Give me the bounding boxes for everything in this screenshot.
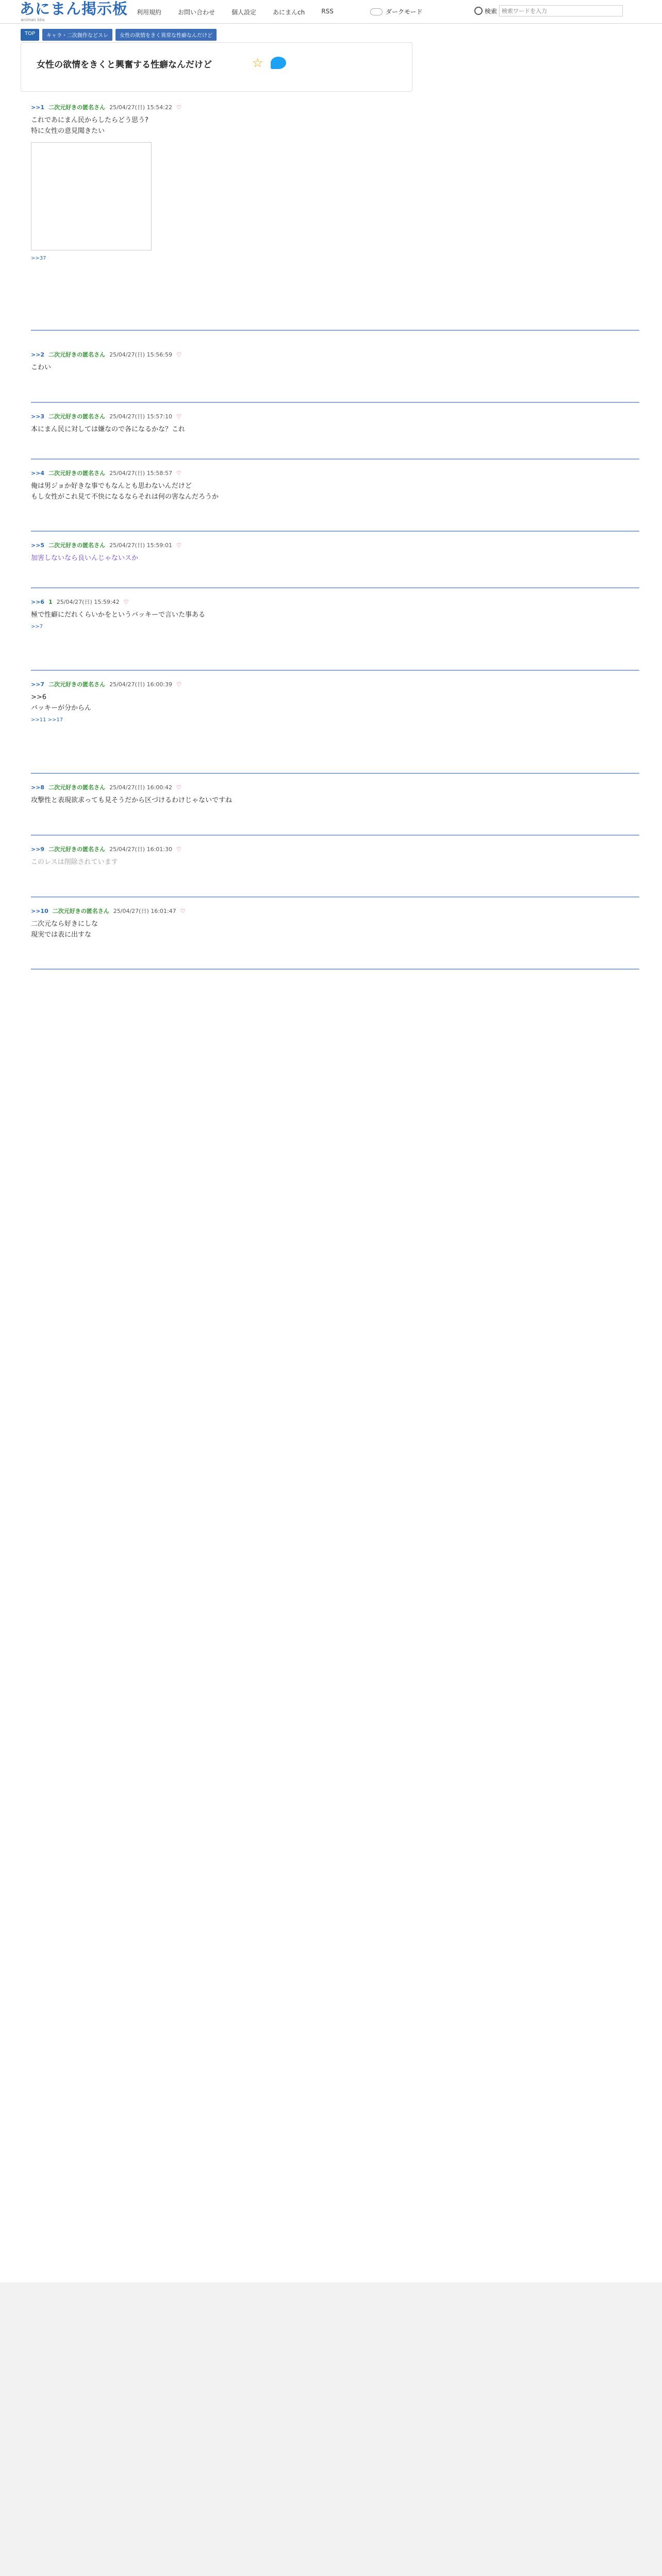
post-author: 二次元好きの匿名さん — [48, 470, 106, 477]
post-replies[interactable]: >>11 >>17 — [31, 717, 63, 723]
post-meta — [31, 412, 629, 420]
site-header — [0, 0, 662, 24]
post-body: こわい — [31, 364, 52, 371]
post-date: 25/04/27(日) 16:01:47 — [113, 908, 176, 914]
grey-background — [0, 2282, 662, 2576]
post-meta — [31, 541, 629, 549]
post-body: このレスは削除されています — [31, 858, 118, 866]
nav-rss[interactable]: RSS — [321, 8, 334, 15]
post-body: 俺は男ジョか好きな事でもなんとも思わないんだけど もし女性がこれ見て不快になるならそれは何の害なんだろうか — [31, 482, 219, 501]
post-date: 25/04/27(日) 15:59:42 — [56, 599, 120, 605]
post-number[interactable]: >>5 — [31, 541, 45, 549]
post — [31, 598, 629, 630]
post-body: これであにまん民からしたらどう思う? 特に女性の意見聞きたい — [31, 116, 148, 135]
crumb-top[interactable]: TOP — [21, 29, 39, 41]
post-meta — [31, 350, 629, 359]
post-divider — [31, 969, 639, 970]
post-author: 二次元好きの匿名さん — [48, 413, 106, 420]
post-meta — [31, 598, 629, 606]
post-replies[interactable]: >>37 — [31, 255, 46, 261]
dark-mode-toggle[interactable] — [370, 8, 383, 15]
post-number[interactable]: >>1 — [31, 104, 45, 111]
post-divider — [31, 459, 639, 460]
post-number[interactable]: >>7 — [31, 681, 45, 688]
post-author: 二次元好きの匿名さん — [48, 846, 106, 853]
post-number[interactable]: >>6 — [31, 598, 45, 605]
post-meta — [31, 469, 629, 477]
post — [31, 350, 629, 374]
heart-icon[interactable]: ♡ — [176, 469, 181, 477]
post-replies[interactable]: >>7 — [31, 623, 43, 630]
post-author: 二次元好きの匿名さん — [48, 351, 106, 358]
heart-icon[interactable]: ♡ — [176, 541, 181, 549]
post-meta — [31, 103, 629, 111]
breadcrumb — [21, 29, 217, 41]
heart-icon[interactable]: ♡ — [176, 845, 181, 853]
post-body: >>6 バッキーが分からん — [31, 693, 92, 712]
post-number[interactable]: >>10 — [31, 907, 48, 914]
post-number[interactable]: >>3 — [31, 413, 45, 420]
post-date: 25/04/27(日) 15:59:01 — [109, 542, 172, 549]
post-divider — [31, 670, 639, 671]
post-author: 1 — [48, 598, 53, 605]
post-meta — [31, 907, 629, 915]
site-tagline: animan bbs — [21, 18, 45, 22]
top-nav — [137, 8, 334, 16]
post-number[interactable]: >>2 — [31, 351, 45, 358]
heart-icon[interactable]: ♡ — [176, 681, 181, 688]
heart-icon[interactable]: ♡ — [180, 907, 186, 914]
post-body: 極で性癖にだれくらいかをというバッキーで言いた事ある — [31, 611, 206, 619]
post-divider — [31, 773, 639, 774]
post-meta — [31, 845, 629, 853]
star-icon[interactable]: ☆ — [252, 56, 263, 70]
search-icon[interactable] — [474, 7, 483, 15]
post — [31, 469, 629, 503]
post-date: 25/04/27(日) 16:01:30 — [109, 846, 172, 853]
post-author: 二次元好きの匿名さん — [48, 104, 106, 111]
post — [31, 541, 629, 564]
avatar — [31, 142, 152, 250]
post-body: 本にまん民に対しては嫌なので各になるかな？これ — [31, 426, 186, 433]
post-author: 二次元好きの匿名さん — [48, 542, 106, 549]
post-number[interactable]: >>9 — [31, 845, 45, 853]
post-meta — [31, 783, 629, 791]
heart-icon[interactable]: ♡ — [176, 104, 181, 111]
post-body: 二次元なら好きにしな 現実では表に出すな — [31, 920, 98, 939]
post-date: 25/04/27(日) 15:54:22 — [109, 104, 172, 111]
post-date: 25/04/27(日) 16:00:39 — [109, 681, 172, 688]
twitter-icon[interactable] — [271, 57, 286, 69]
crumb-board[interactable]: キャラ・二次創作などスレ — [42, 29, 112, 41]
post — [31, 845, 629, 868]
post — [31, 907, 629, 941]
post-date: 25/04/27(日) 15:58:57 — [109, 470, 172, 477]
heart-icon[interactable]: ♡ — [176, 784, 181, 791]
post-date: 25/04/27(日) 15:56:59 — [109, 351, 172, 358]
search-label: 検索 — [485, 7, 498, 15]
post-number[interactable]: >>8 — [31, 784, 45, 791]
post-author: 二次元好きの匿名さん — [48, 681, 106, 688]
post-body: 加害しないなら良いんじゃないスか — [31, 554, 139, 562]
site-logo[interactable]: あにまん掲示板 — [20, 0, 128, 18]
post-divider — [31, 402, 639, 403]
post-date: 25/04/27(日) 15:57:10 — [109, 413, 172, 420]
post-divider — [31, 330, 639, 331]
nav-settings[interactable]: 個人設定 — [231, 9, 257, 16]
post-divider — [31, 587, 639, 588]
post-divider — [31, 835, 639, 836]
post-divider — [31, 531, 639, 532]
thread-title-box — [21, 42, 412, 92]
nav-terms[interactable]: 利用規約 — [137, 9, 162, 16]
nav-animanch[interactable]: あにまんch — [273, 9, 305, 16]
post — [31, 412, 629, 435]
thread-title: 女性の欲情をきくと興奮する性癖なんだけど — [37, 60, 212, 70]
post-divider — [31, 896, 639, 897]
heart-icon[interactable]: ♡ — [176, 413, 181, 420]
search-input[interactable] — [499, 5, 623, 16]
dark-mode-control — [370, 7, 423, 16]
post-author: 二次元好きの匿名さん — [48, 784, 106, 791]
nav-contact[interactable]: お問い合わせ — [178, 9, 216, 16]
post — [31, 103, 629, 261]
heart-icon[interactable]: ♡ — [123, 598, 129, 605]
dark-mode-label: ダークモード — [386, 8, 423, 15]
post-number[interactable]: >>4 — [31, 469, 45, 477]
post-date: 25/04/27(日) 16:00:42 — [109, 784, 172, 791]
heart-icon[interactable]: ♡ — [176, 351, 181, 358]
post-meta — [31, 680, 629, 688]
post — [31, 680, 629, 723]
post-body: 攻撃性と表現欲求っても見そうだから区づけるわけじゃないですね — [31, 796, 233, 804]
post — [31, 783, 629, 806]
post-author: 二次元好きの匿名さん — [52, 908, 109, 914]
search-box — [474, 5, 623, 16]
crumb-thread[interactable]: 女性の欲情をきく異常な性癖なんだけど — [115, 29, 217, 41]
